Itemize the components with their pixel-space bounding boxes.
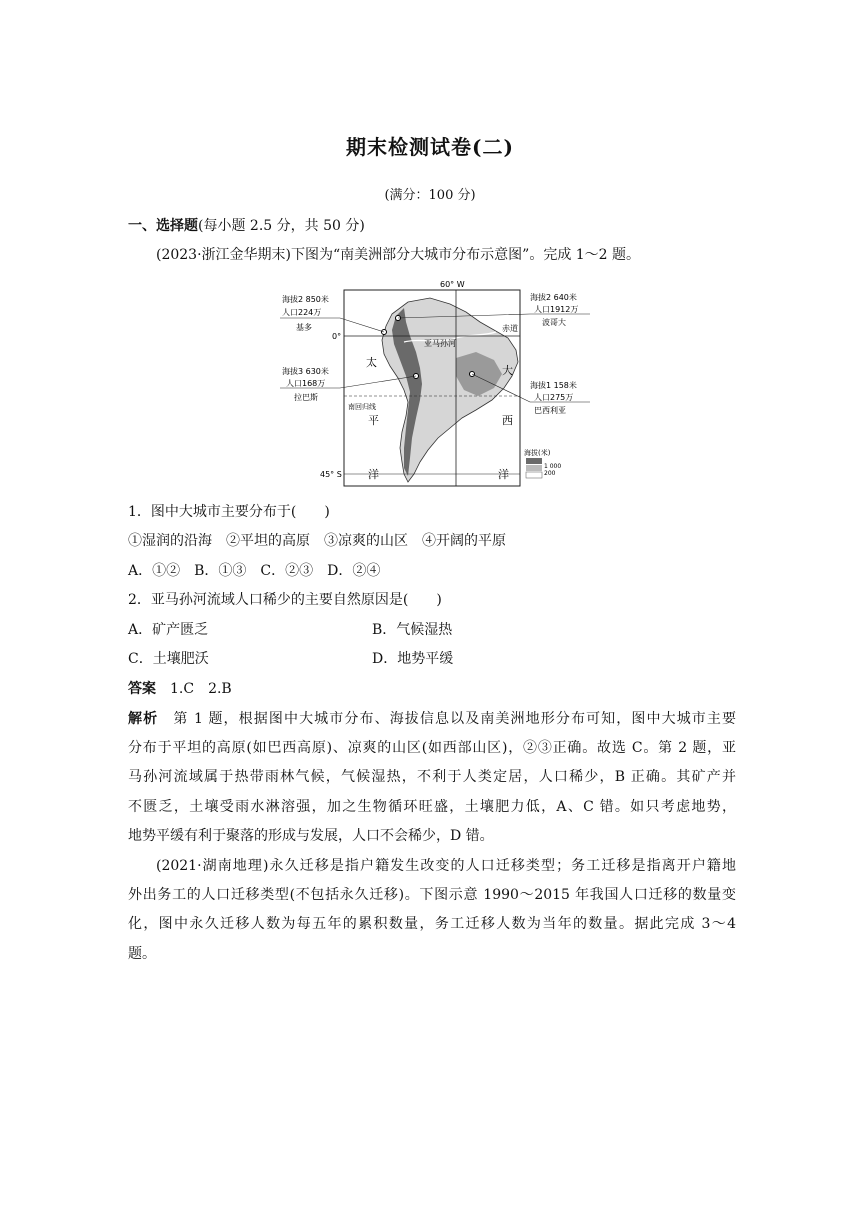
city-lapaz-name: 拉巴斯	[294, 393, 318, 402]
meridian-label: 60° W	[440, 280, 465, 289]
q2-option-d: D．地势平缓	[372, 651, 454, 667]
ocean-right-1: 大	[502, 364, 513, 377]
q2-option-b: B．气候湿热	[372, 622, 453, 638]
lat45-label: 45° S	[320, 470, 342, 479]
analysis-line-4: 不匮乏，土壤受雨水淋溶强，加之生物循环旺盛，土壤肥力低，A、C 错。如只考虑地势，	[128, 799, 736, 815]
legend-title: 海拔(米)	[524, 449, 551, 457]
legend-swatch-mid	[526, 465, 542, 471]
group1-intro: (2023·浙江金华期末)下图为“南美洲部分大城市分布示意图”。完成 1～2 题。	[156, 247, 641, 263]
city-bogota-pop: 人口1912万	[534, 305, 579, 314]
city-brasilia-name: 巴西利亚	[534, 406, 566, 415]
section-heading	[128, 216, 365, 236]
ocean-left-1: 太	[366, 356, 377, 369]
group2-intro-4: 题。	[128, 946, 156, 962]
section-heading-label: 一、选择题	[128, 218, 198, 234]
q2-option-c: C．土壤肥沃	[128, 651, 209, 667]
analysis-line-2: 分布于平坦的高原(如巴西高原)、凉爽的山区(如西部山区)，②③正确。故选 C。第 2 题，亚	[128, 740, 736, 756]
city-brasilia-pop: 人口275万	[534, 393, 574, 402]
section-heading-note: (每小题 2.5 分，共 50 分)	[198, 218, 365, 234]
answer-label: 答案	[128, 681, 156, 697]
group2-intro-1: (2021·湖南地理)永久迁移是指户籍发生改变的人口迁移类型；务工迁移是指离开户籍地	[156, 858, 736, 874]
city-lapaz-alt: 海拔3 630米	[282, 367, 329, 376]
ocean-right-3: 洋	[498, 468, 509, 481]
legend-swatch-low	[526, 472, 542, 478]
ocean-right-2: 西	[502, 414, 513, 427]
group2-intro-3: 化，图中永久迁移人数为每五年的累积数量，务工迁移人数为当年的数量。据此完成 3～4	[128, 916, 736, 932]
analysis-text-1: 第 1 题，根据图中大城市分布、海拔信息以及南美洲地形分布可知，图中大城市主要	[173, 711, 737, 727]
equator-deg-label: 0°	[332, 332, 342, 341]
q2-option-a: A．矿产匮乏	[128, 622, 209, 638]
analysis-line-3: 马孙河流域属于热带雨林气候，气候湿热，不利于人类定居，人口稀少，B 正确。其矿产并	[128, 769, 736, 785]
south-america-map	[280, 278, 590, 490]
tropic-label: 南回归线	[348, 403, 376, 411]
q1-items: ①湿润的沿海 ②平坦的高原 ③凉爽的山区 ④开阔的平原	[128, 533, 506, 549]
city-quito-name: 基多	[296, 323, 312, 332]
analysis-line-5: 地势平缓有利于聚落的形成与发展，人口不会稀少，D 错。	[128, 828, 494, 844]
q2-stem: 2．亚马孙河流域人口稀少的主要自然原因是( )	[128, 592, 442, 608]
q1-options: A．①② B．①③ C．②③ D．②④	[128, 563, 381, 579]
group2-intro-2: 外出务工的人口迁移类型(不包括永久迁移)。下图示意 1990～2015 年我国人口迁移的数量变	[128, 887, 736, 903]
equator-name-label: 赤道	[502, 324, 518, 333]
analysis-label: 解析	[128, 711, 159, 727]
city-quito-alt: 海拔2 850米	[282, 295, 329, 304]
answer-text: 1.C 2.B	[170, 681, 232, 697]
score-note: (满分：100 分)	[384, 188, 476, 203]
page-title: 期末检测试卷(二)	[346, 135, 514, 159]
legend-200: 200	[544, 470, 556, 477]
ocean-left-2: 平	[368, 414, 379, 427]
q1-stem: 1．图中大城市主要分布于( )	[128, 504, 330, 520]
city-brasilia-alt: 海拔1 158米	[530, 381, 577, 390]
city-bogota-alt: 海拔2 640米	[530, 293, 577, 302]
ocean-left-3: 洋	[368, 468, 379, 481]
legend-swatch-high	[526, 458, 542, 464]
legend-1000: 1 000	[544, 463, 562, 470]
city-bogota-name: 波哥大	[542, 318, 566, 327]
city-lapaz-pop: 人口168万	[286, 379, 326, 388]
city-quito-pop: 人口224万	[282, 308, 322, 317]
analysis-line-1	[128, 709, 736, 729]
river-label: 亚马孙河	[424, 339, 456, 348]
answer-line	[128, 679, 232, 699]
